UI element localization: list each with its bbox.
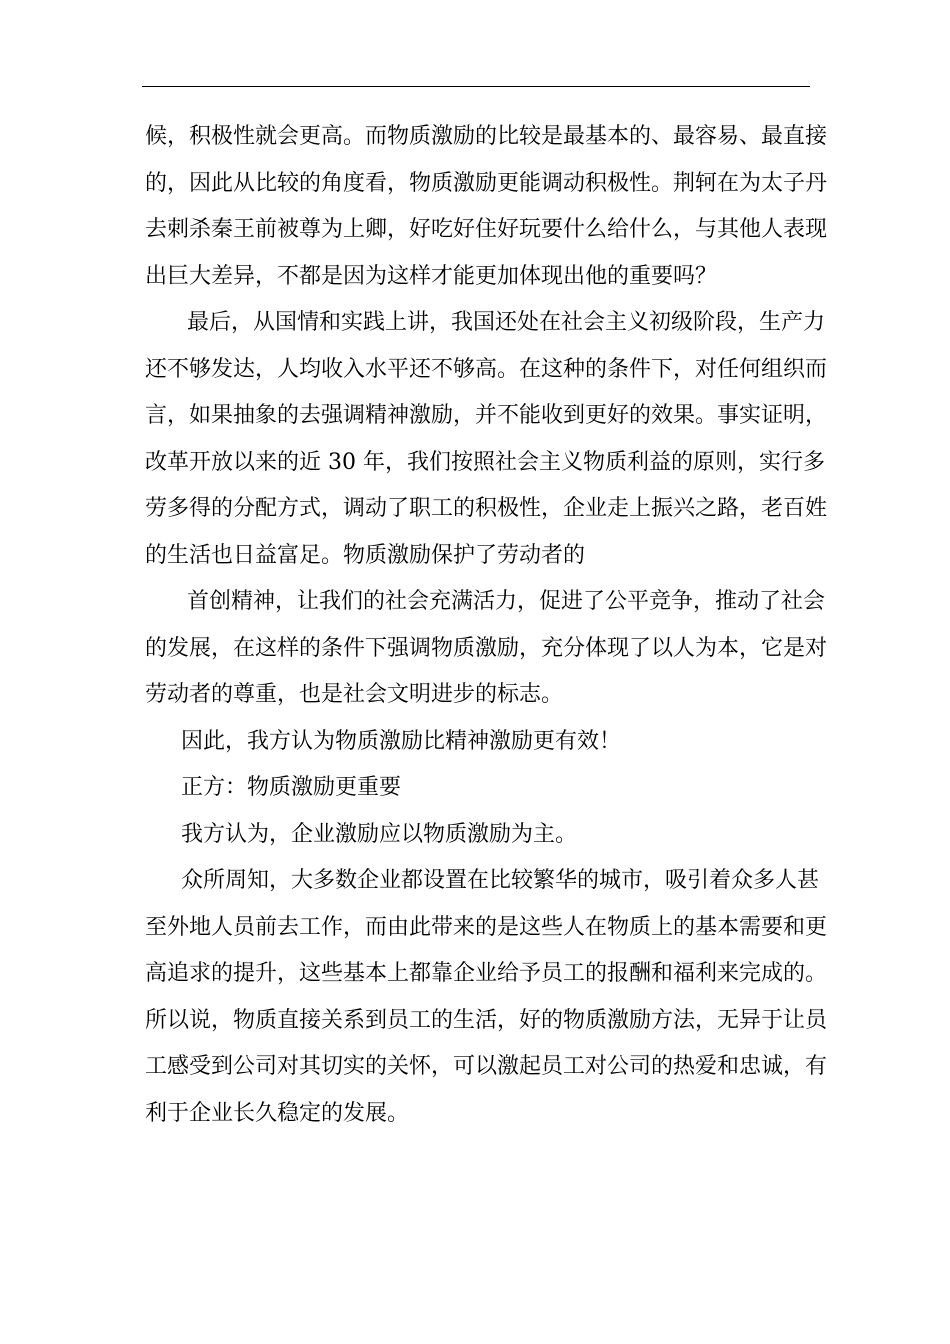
text-line: 候，积极性就会更高。而物质激励的比较是最基本的、最容易、最直接 <box>145 124 828 149</box>
text-line: 的发展，在这样的条件下强调物质激励，充分体现了以人为本，它是对 <box>145 635 828 661</box>
text-line: 的，因此从比较的角度看，物质激励更能调动积极性。荆轲在为太子丹 <box>145 170 828 196</box>
text-line: 至外地人员前去工作，而由此带来的是这些人在物质上的基本需要和更 <box>145 914 828 940</box>
text-line: 的生活也日益富足。物质激励保护了劳动者的 <box>145 542 586 568</box>
text-line: 还不够发达，人均收入水平还不够高。在这种的条件下，对任何组织而 <box>145 356 828 382</box>
text-line: 所以说，物质直接关系到员工的生活，好的物质激励方法，无异于让员 <box>145 1007 828 1033</box>
paragraph-first-line: 众所周知，大多数企业都设置在比较繁华的城市，吸引着众多人甚 <box>181 868 820 893</box>
section-heading: 正方：物质激励更重要 <box>181 775 402 800</box>
text-line: 利于企业长久稳定的发展。 <box>145 1100 410 1126</box>
paragraph-first-line: 最后，从国情和实践上讲，我国还处在社会主义初级阶段，生产力 <box>187 310 826 335</box>
text-line: 工感受到公司对其切实的关怀，可以激起员工对公司的热爱和忠诚，有 <box>145 1054 828 1079</box>
header-rule <box>142 86 810 87</box>
conclusion-line: 因此，我方认为物质激励比精神激励更有效！ <box>181 728 622 754</box>
text-line: 言，如果抽象的去强调精神激励，并不能收到更好的效果。事实证明， <box>145 403 828 428</box>
text-line: 劳动者的尊重，也是社会文明进步的标志。 <box>145 682 564 707</box>
text-line: 去刺杀秦王前被尊为上卿，好吃好住好玩要什么给什么，与其他人表现 <box>145 217 828 242</box>
text-line: 出巨大差异，不都是因为这样才能更加体现出他的重要吗？ <box>145 263 718 289</box>
text-line: 改革开放以来的近 30 年，我们按照社会主义物质利益的原则，实行多 <box>145 449 825 475</box>
text-line: 劳多得的分配方式，调动了职工的积极性，企业走上振兴之路，老百姓 <box>145 496 828 521</box>
text-line: 高追求的提升，这些基本上都靠企业给予员工的报酬和福利来完成的。 <box>145 961 828 986</box>
thesis-line: 我方认为，企业激励应以物质激励为主。 <box>181 821 578 847</box>
paragraph-first-line: 首创精神，让我们的社会充满活力，促进了公平竞争，推动了社会 <box>187 589 826 614</box>
document-body <box>145 114 828 1137</box>
